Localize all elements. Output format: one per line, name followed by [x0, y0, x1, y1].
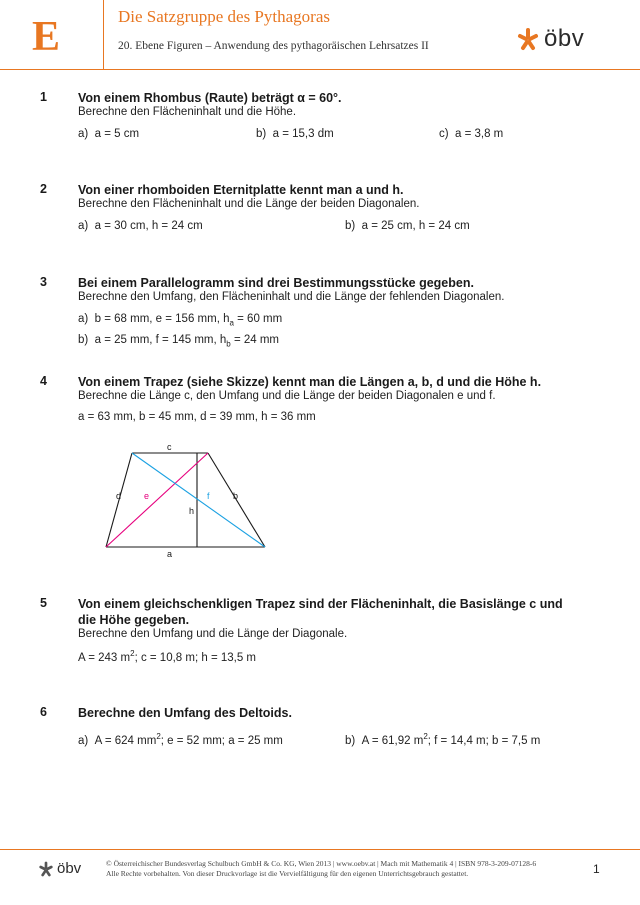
task-title: Bei einem Parallelogramm sind drei Bestimmungsstücke gegeben. [78, 276, 474, 290]
option-label: a) [78, 220, 89, 232]
label-h: h [189, 506, 195, 516]
option-a [78, 128, 139, 140]
option-value: a = 30 cm, h = 24 cm [94, 220, 203, 232]
label-c: c [167, 442, 172, 452]
task-title-line-1: Von einem gleichschenkligen Trapez sind der Flächeninhalt, die Basislänge c und [78, 597, 563, 611]
option-value: A = 624 mm [94, 734, 157, 747]
task-text: Berechne den Flächeninhalt und die Höhe. [78, 106, 297, 118]
diagonal-f [132, 453, 265, 547]
option-a [78, 732, 283, 747]
option-b [78, 334, 279, 348]
task-title: Von einem Trapez (siehe Skizze) kennt man die Längen a, b, d und die Höhe h. [78, 375, 542, 389]
task-number: 3 [40, 275, 47, 289]
option-b [256, 128, 334, 140]
copyright-line-2: Alle Rechte vorbehalten. Von dieser Druckvorlage ist die Vervielfältigung für den eigenen Unterrichtsgebrauch gestattet. [106, 869, 469, 878]
footer-logo [38, 860, 81, 877]
page-number: 1 [593, 862, 600, 876]
given-value: A = 243 m [78, 651, 131, 664]
task-title: Berechne den Umfang des Deltoids. [78, 706, 292, 720]
label-d: d [116, 491, 122, 501]
option-value: A = 61,92 m [361, 734, 424, 747]
option-a [78, 313, 282, 327]
option-exponent: 2 [423, 732, 428, 741]
option-value: a = 25 mm, f = 145 mm, h [94, 334, 227, 346]
option-value: a = 15,3 dm [272, 128, 334, 140]
option-exponent: 2 [156, 732, 161, 741]
task-text: Berechne den Umfang und die Länge der Diagonale. [78, 628, 348, 640]
header-divider-horizontal [0, 69, 640, 70]
option-label: a) [78, 313, 89, 325]
task-title-line-2: die Höhe gegeben. [78, 613, 190, 627]
option-subscript: b [226, 339, 231, 349]
page-header [0, 0, 640, 70]
task-text: Berechne die Länge c, den Umfang und die Länge der beiden Diagonalen e und f. [78, 390, 496, 402]
trapezoid-sketch [90, 440, 280, 560]
label-a: a [167, 549, 173, 559]
option-c [439, 128, 503, 140]
option-value-end: ; e = 52 mm; a = 25 mm [160, 734, 283, 747]
task-number: 1 [40, 90, 47, 104]
option-value: a = 5 cm [94, 128, 140, 140]
option-label: a) [78, 734, 89, 747]
option-label: a) [78, 128, 89, 140]
logo-text: öbv [544, 25, 585, 52]
copyright-notice [106, 859, 536, 879]
star-icon [516, 27, 540, 51]
footer-divider [0, 849, 640, 850]
option-value-end: = 24 mm [230, 334, 280, 346]
given-values [78, 649, 256, 664]
task-text: Berechne den Flächeninhalt und die Länge der beiden Diagonalen. [78, 198, 420, 210]
option-value: a = 3,8 m [454, 128, 504, 140]
diagonal-e [106, 453, 208, 547]
footer-logo-text: öbv [57, 860, 82, 877]
option-label: b) [345, 220, 356, 232]
option-value: a = 25 cm, h = 24 cm [361, 220, 470, 232]
task-title: Von einer rhomboiden Eternitplatte kennt man a und h. [78, 183, 404, 197]
given-exponent: 2 [130, 649, 135, 658]
option-b [345, 220, 470, 232]
header-divider-vertical [103, 0, 104, 70]
option-subscript: a [229, 318, 234, 328]
option-value-end: ; f = 14,4 m; b = 7,5 m [427, 734, 541, 747]
task-number: 5 [40, 596, 47, 610]
option-label: b) [345, 734, 356, 747]
given-values: a = 63 mm, b = 45 mm, d = 39 mm, h = 36 mm [78, 411, 316, 423]
publisher-logo [516, 26, 584, 52]
option-label: b) [78, 334, 89, 346]
page-title: Die Satzgruppe des Pythagoras [118, 7, 330, 26]
task-number: 4 [40, 374, 47, 388]
task-title: Von einem Rhombus (Raute) beträgt α = 60°. [78, 91, 342, 105]
label-f: f [207, 491, 210, 501]
task-number: 6 [40, 705, 47, 719]
task-number: 2 [40, 182, 47, 196]
label-b: b [233, 491, 239, 501]
option-b [345, 732, 540, 747]
copyright-line-1: © Österreichischer Bundesverlag Schulbuch GmbH & Co. KG, Wien 2013 | www.oebv.at | Mach mit Mathematik 4 | ISBN 978-3-209-07128-6 [106, 859, 537, 868]
star-icon [38, 861, 54, 877]
option-value: b = 68 mm, e = 156 mm, h [94, 313, 230, 325]
option-value-end: = 60 mm [233, 313, 283, 325]
chapter-letter: E [32, 14, 61, 60]
task-text: Berechne den Umfang, den Flächeninhalt und die Länge der fehlenden Diagonalen. [78, 291, 505, 303]
option-label: c) [439, 128, 449, 140]
given-value-end: ; c = 10,8 m; h = 13,5 m [134, 651, 257, 664]
page-subtitle: 20. Ebene Figuren – Anwendung des pythagoräischen Lehrsatzes II [118, 40, 429, 52]
option-label: b) [256, 128, 267, 140]
option-a [78, 220, 203, 232]
label-e: e [144, 491, 150, 501]
